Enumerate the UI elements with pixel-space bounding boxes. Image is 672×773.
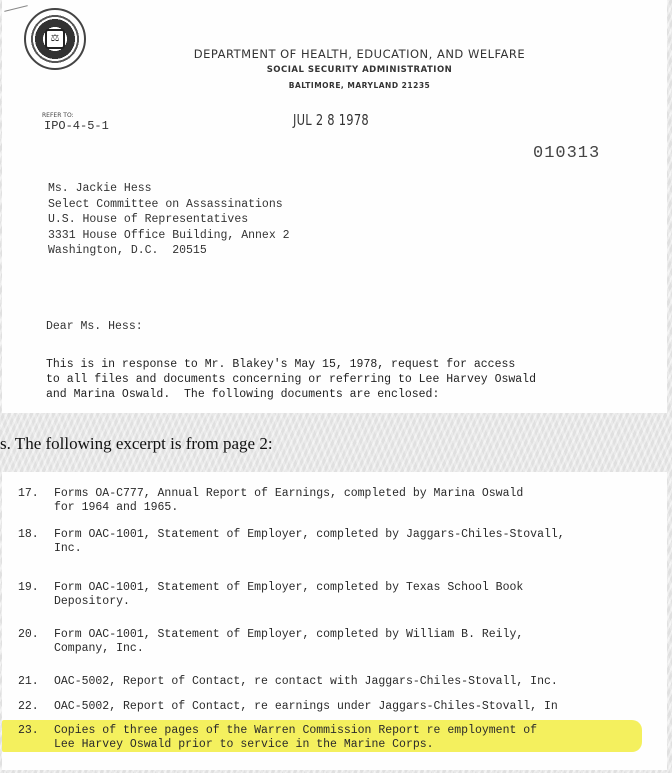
recipient-address: Ms. Jackie Hess Select Committee on Assassinations U.S. House of Representatives 3331 House Office Building, Annex 2 Washington, D.C. 20515 xyxy=(48,182,290,257)
item-number: 17. xyxy=(18,487,39,500)
item-text: OAC-5002, Report of Contact, re earnings under Jaggars-Chiles-Stovall, In xyxy=(54,700,558,713)
item-text: Form OAC-1001, Statement of Employer, completed by Jaggars-Chiles-Stovall, Inc. xyxy=(54,528,565,555)
item-number: 19. xyxy=(18,581,39,594)
letterhead-agency: SOCIAL SECURITY ADMINISTRATION xyxy=(266,65,453,75)
date-stamp: JUL 2 8 1978 xyxy=(293,111,369,129)
letterhead-department: DEPARTMENT OF HEALTH, EDUCATION, AND WELFARE xyxy=(193,47,526,61)
item-text: Forms OA-C777, Annual Report of Earnings, completed by Marina Oswald for 1964 and 1965. xyxy=(54,487,524,514)
department-seal-icon: ⚖ xyxy=(24,8,86,70)
excerpt-scan-page-2 xyxy=(2,472,667,770)
item-text: Form OAC-1001, Statement of Employer, completed by William B. Reily, Company, Inc. xyxy=(54,628,524,655)
letterhead-location: BALTIMORE, MARYLAND 21235 xyxy=(288,81,431,90)
item-text: OAC-5002, Report of Contact, re contact with Jaggars-Chiles-Stovall, Inc. xyxy=(54,675,558,688)
refer-code: IPO-4-5-1 xyxy=(44,119,109,133)
item-number: 23. xyxy=(18,724,39,737)
salutation: Dear Ms. Hess: xyxy=(46,320,143,333)
item-number: 20. xyxy=(18,628,39,641)
item-text: Form OAC-1001, Statement of Employer, completed by Texas School Book Depository. xyxy=(54,581,524,608)
item-number: 18. xyxy=(18,528,39,541)
refer-to-label: REFER TO: xyxy=(42,112,74,119)
item-text: Copies of three pages of the Warren Commission Report re employment of Lee Harvey Oswald prior to service in the Marine Corps. xyxy=(54,724,538,751)
item-number: 21. xyxy=(18,675,39,688)
letter-scan-page-1 xyxy=(2,0,667,413)
letter-body: This is in response to Mr. Blakey's May 15, 1978, request for access to all files and documents concerning or referring to Lee Harvey Oswald and Marina Oswald. The following documents are enclosed: xyxy=(46,358,536,401)
item-number: 22. xyxy=(18,700,39,713)
document-number: 010313 xyxy=(533,144,601,163)
excerpt-caption: s. The following excerpt is from page 2: xyxy=(0,434,273,453)
scan-mark xyxy=(4,5,28,12)
